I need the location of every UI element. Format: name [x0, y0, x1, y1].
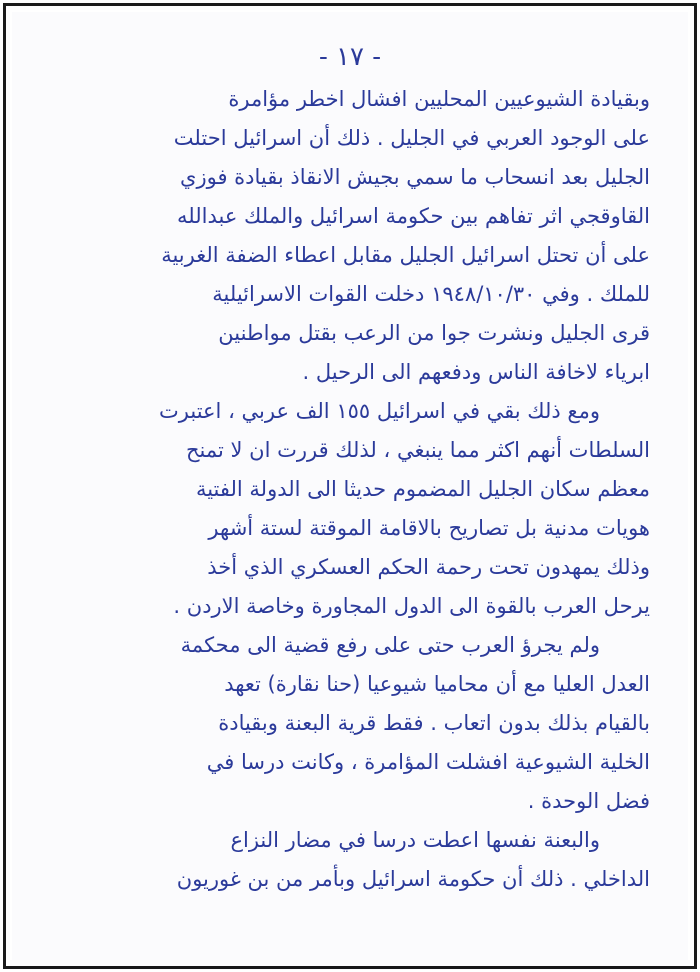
text-line: الجليل بعد انسحاب ما سمي بجيش الانقاذ بقيادة فوزي — [180, 165, 650, 189]
text-line: بالقيام بذلك بدون اتعاب . فقط قرية البعنة وبقيادة — [218, 711, 650, 735]
text-line: على أن تحتل اسرائيل الجليل مقابل اعطاء الضفة الغربية — [161, 243, 650, 267]
text-line: ولم يجرؤ العرب حتى على رفع قضية الى محكمة — [180, 633, 600, 657]
page-number: - ١٧ - — [318, 42, 382, 72]
text-line: للملك . وفي ١٩٤٨/١٠/٣٠ دخلت القوات الاسرائيلية — [212, 282, 650, 306]
text-line: القاوقجي اثر تفاهم بين حكومة اسرائيل والملك عبدالله — [177, 204, 650, 228]
text-line: معظم سكان الجليل المضموم حديثا الى الدولة الفتية — [195, 477, 650, 501]
handwritten-text — [50, 80, 650, 899]
text-line: وبقيادة الشيوعيين المحليين افشال اخطر مؤامرة — [228, 87, 650, 111]
text-line: هويات مدنية بل تصاريح بالاقامة الموقتة لستة أشهر — [208, 516, 650, 540]
text-line: قرى الجليل ونشرت جوا من الرعب بقتل مواطنين — [218, 321, 650, 345]
text-line: العدل العليا مع أن محاميا شيوعيا (حنا نقارة) تعهد — [224, 672, 650, 696]
text-line: وذلك يمهدون تحت رحمة الحكم العسكري الذي أخذ — [207, 555, 650, 579]
text-line: والبعنة نفسها اعطت درسا في مضار النزاع — [230, 828, 600, 852]
text-line: الداخلي . ذلك أن حكومة اسرائيل وبأمر من بن غوريون — [176, 867, 650, 891]
text-line: ابرياء لاخافة الناس ودفعهم الى الرحيل . — [302, 360, 650, 384]
text-line: فضل الوحدة . — [527, 789, 650, 813]
text-line: السلطات أنهم اكثر مما ينبغي ، لذلك قررت ان لا تمنح — [185, 438, 650, 462]
text-line: يرحل العرب بالقوة الى الدول المجاورة وخاصة الاردن . — [173, 594, 650, 618]
text-line: ومع ذلك بقي في اسرائيل ١٥٥ الف عربي ، اعتبرت — [159, 399, 600, 423]
text-line: على الوجود العربي في الجليل . ذلك أن اسرائيل احتلت — [173, 126, 650, 150]
text-line: الخلية الشيوعية افشلت المؤامرة ، وكانت درسا في — [206, 750, 650, 774]
